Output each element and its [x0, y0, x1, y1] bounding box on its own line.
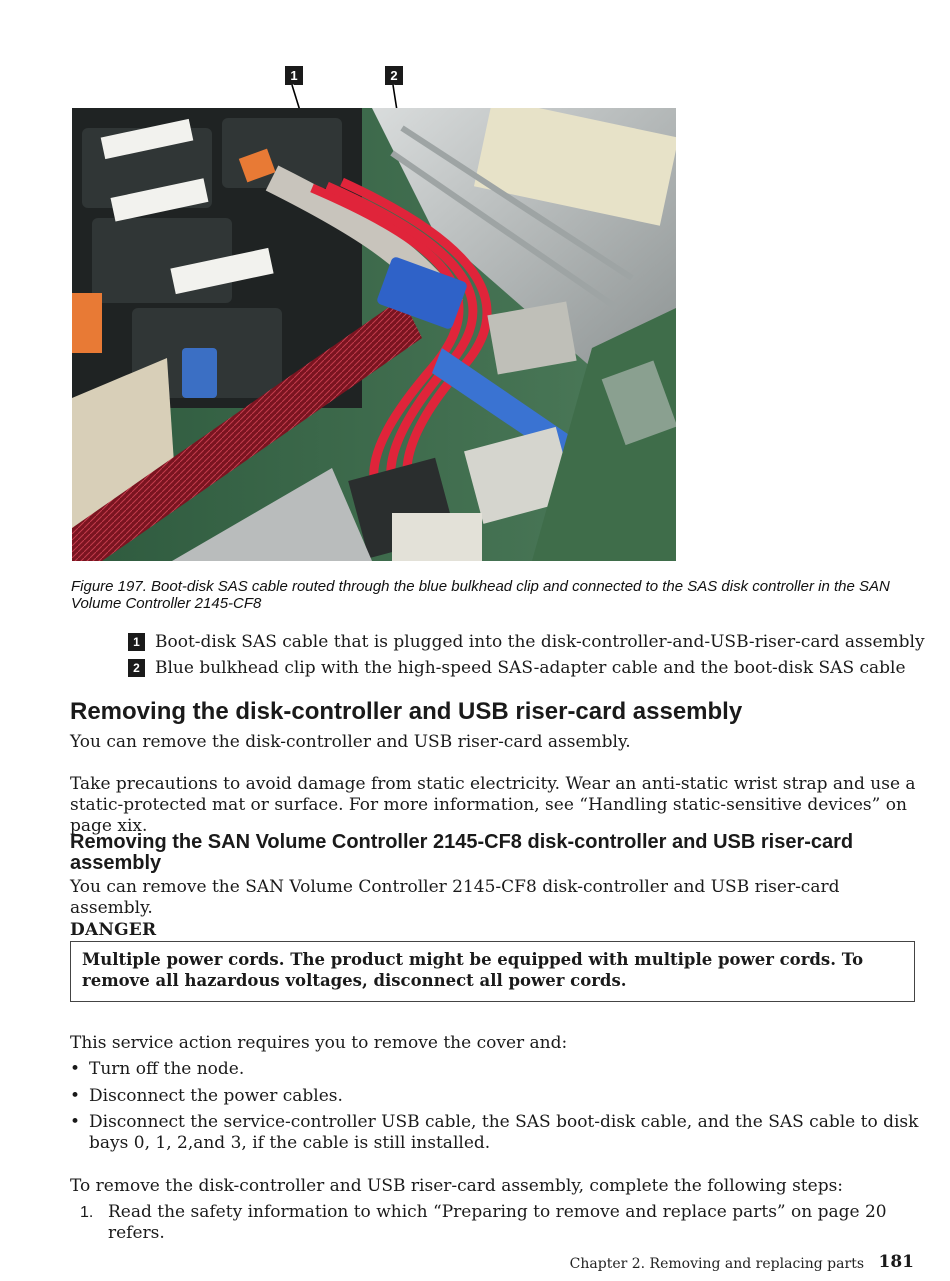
page-number: 181: [878, 1252, 914, 1272]
callout-2-tag: 2: [385, 66, 403, 85]
static-precaution-text: Take precautions to avoid damage from static electricity. Wear an anti-static wrist strap and use a static-protected mat or surface. For more information, see “Handling static-sensitive devices” on page xix.: [70, 774, 916, 836]
danger-label: DANGER: [70, 920, 157, 940]
callout-1-tag: 1: [285, 66, 303, 85]
bullet-dot-icon: •: [70, 1059, 81, 1079]
legend-text: Boot-disk SAS cable that is plugged into the disk-controller-and-USB-riser-card assembly: [155, 632, 925, 652]
list-item-text: Turn off the node.: [89, 1059, 245, 1079]
list-item-text: Disconnect the service-controller USB cable, the SAS boot-disk cable, and the SAS cable to disk bays 0, 1, 2,and 3, if the cable is still installed.: [89, 1112, 919, 1153]
legend-item: [128, 632, 925, 652]
danger-notice-box: Multiple power cords. The product might be equipped with multiple power cords. To remove all hazardous voltages, disconnect all power cords.: [70, 941, 915, 1002]
step-text: Read the safety information to which “Preparing to remove and replace parts” on page 20 refers.: [108, 1202, 887, 1243]
step-number: 1.: [80, 1204, 94, 1221]
bullet-dot-icon: •: [70, 1086, 81, 1106]
server-internals-photo: [72, 108, 676, 561]
subsection-heading: Removing the SAN Volume Controller 2145-CF8 disk-controller and USB riser-card assembly: [70, 831, 854, 874]
section-intro: You can remove the disk-controller and USB riser-card assembly.: [70, 732, 631, 752]
legend-text: Blue bulkhead clip with the high-speed SAS-adapter cable and the boot-disk SAS cable: [155, 658, 906, 678]
subsection-intro: You can remove the SAN Volume Controller 2145-CF8 disk-controller and USB riser-card assembly.: [70, 877, 840, 918]
service-intro: This service action requires you to remove the cover and:: [70, 1033, 568, 1053]
bullet-dot-icon: •: [70, 1112, 81, 1132]
legend-badge: 2: [128, 659, 145, 677]
list-item-text: Disconnect the power cables.: [89, 1086, 343, 1106]
legend-item: [128, 658, 906, 678]
section-heading: Removing the disk-controller and USB riser-card assembly: [70, 698, 743, 725]
steps-intro: To remove the disk-controller and USB riser-card assembly, complete the following steps:: [70, 1176, 844, 1196]
legend-badge: 1: [128, 633, 145, 651]
footer-chapter: Chapter 2. Removing and replacing parts: [569, 1256, 864, 1272]
figure-caption: Figure 197. Boot-disk SAS cable routed through the blue bulkhead clip and connected to the SAS disk controller in the SAN Volume Controller 2145-CF8: [71, 578, 890, 612]
